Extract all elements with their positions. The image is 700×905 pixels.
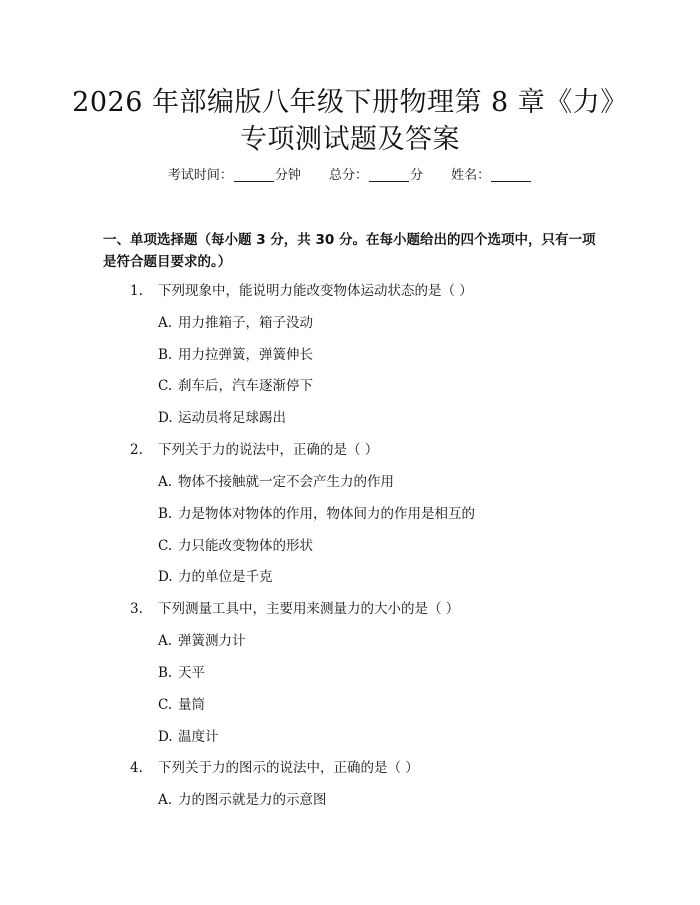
question-number: 3. bbox=[130, 601, 143, 617]
exam-time-blank bbox=[234, 167, 274, 182]
option-text: 力的单位是千克 bbox=[178, 569, 273, 585]
question-1 bbox=[130, 281, 473, 301]
exam-time-label: 考试时间： bbox=[167, 168, 233, 183]
question-4-option-a bbox=[158, 790, 327, 810]
option-letter: B. bbox=[158, 665, 173, 681]
option-letter: A. bbox=[158, 315, 173, 331]
question-1-option-a bbox=[158, 313, 313, 333]
question-1-option-b bbox=[158, 345, 313, 365]
option-text: 力是物体对物体的作用，物体间力的作用是相互的 bbox=[178, 506, 475, 522]
option-text: 力的图示就是力的示意图 bbox=[178, 792, 327, 808]
section-heading: 一、单项选择题（每小题 3 分，共 30 分。在每小题给出的四个选项中，只有一项是符合题目要求的。） bbox=[103, 232, 596, 270]
question-3-option-d bbox=[158, 727, 219, 747]
option-text: 天平 bbox=[178, 665, 205, 681]
option-text: 弹簧测力计 bbox=[178, 633, 246, 649]
question-3-option-b bbox=[158, 663, 205, 683]
question-2-option-b bbox=[158, 504, 475, 524]
option-letter: B. bbox=[158, 506, 173, 522]
exam-info-bar bbox=[0, 166, 700, 186]
question-1-option-c bbox=[158, 376, 313, 396]
question-text: 下列测量工具中，主要用来测量力的大小的是（ ） bbox=[158, 601, 460, 617]
question-number: 1. bbox=[130, 283, 143, 299]
total-score-blank bbox=[369, 167, 409, 182]
name-blank bbox=[491, 167, 531, 182]
option-text: 用力推箱子，箱子没动 bbox=[178, 315, 313, 331]
question-number: 2. bbox=[130, 442, 143, 458]
question-2-option-a bbox=[158, 472, 394, 492]
option-text: 刹车后，汽车逐渐停下 bbox=[178, 378, 313, 394]
document-title-line1: 2026 年部编版八年级下册物理第 8 章《力》 bbox=[72, 87, 628, 118]
document-title-line2: 专项测试题及答案 bbox=[240, 124, 460, 155]
question-text: 下列关于力的说法中，正确的是（ ） bbox=[158, 442, 379, 458]
question-3-option-a bbox=[158, 631, 246, 651]
question-3-option-c bbox=[158, 695, 205, 715]
option-text: 量筒 bbox=[178, 697, 205, 713]
option-letter: A. bbox=[158, 633, 173, 649]
exam-time-unit: 分钟 bbox=[274, 168, 301, 183]
question-2-option-c bbox=[158, 536, 313, 556]
question-2 bbox=[130, 440, 378, 460]
option-letter: B. bbox=[158, 347, 173, 363]
total-score-unit: 分 bbox=[410, 168, 424, 183]
option-letter: A. bbox=[158, 792, 173, 808]
exam-time-field bbox=[168, 166, 301, 186]
question-text: 下列现象中，能说明力能改变物体运动状态的是（ ） bbox=[158, 283, 473, 299]
total-score-field bbox=[329, 166, 423, 186]
question-number: 4. bbox=[130, 760, 143, 776]
option-text: 运动员将足球踢出 bbox=[178, 410, 286, 426]
total-score-label: 总分： bbox=[328, 168, 368, 183]
question-text: 下列关于力的图示的说法中，正确的是（ ） bbox=[158, 760, 419, 776]
option-letter: C. bbox=[158, 538, 173, 554]
option-text: 物体不接触就一定不会产生力的作用 bbox=[178, 474, 394, 490]
question-2-option-d bbox=[158, 567, 273, 587]
option-letter: A. bbox=[158, 474, 173, 490]
option-text: 力只能改变物体的形状 bbox=[178, 538, 313, 554]
option-letter: D. bbox=[158, 729, 173, 745]
question-3 bbox=[130, 599, 459, 619]
name-label: 姓名： bbox=[451, 168, 491, 183]
option-text: 温度计 bbox=[178, 729, 219, 745]
option-text: 用力拉弹簧，弹簧伸长 bbox=[178, 347, 313, 363]
option-letter: D. bbox=[158, 410, 173, 426]
name-field bbox=[451, 166, 532, 186]
question-1-option-d bbox=[158, 408, 286, 428]
option-letter: C. bbox=[158, 697, 173, 713]
question-4 bbox=[130, 758, 419, 778]
option-letter: C. bbox=[158, 378, 173, 394]
option-letter: D. bbox=[158, 569, 173, 585]
